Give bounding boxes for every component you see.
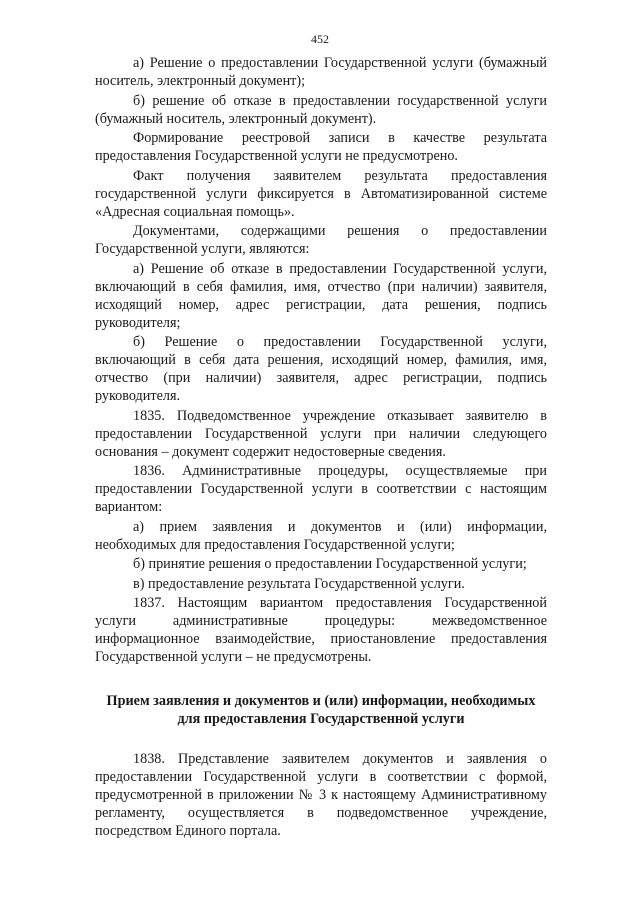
paragraph: Факт получения заявителем результата предоставления государственной услуги фиксируется в Автоматизированной системе «Адресная социальная помощь». [95,167,547,220]
numbered-clause: 1838. Представление заявителем документов и заявления о предоставлении Государственной услуги в соответствии с формой, предусмотренной в приложении № 3 к настоящему Административному регламенту, осуществляется в подведомственное учреждение, посредством Единого портала. [95,751,547,839]
page-number: 452 [311,32,329,46]
paragraph: а) Решение о предоставлении Государственной услуги (бумажный носитель, электронный документ); [95,55,547,89]
paragraph: б) принятие решения о предоставлении Государственной услуги; [133,556,527,572]
numbered-clause: 1836. Административные процедуры, осуществляемые при предоставлении Государственной услуги в соответствии с настоящим вариантом: [95,463,547,515]
section-heading: Прием заявления и документов и (или) информации, необходимых для предоставления Государственной услуги [106,693,536,727]
paragraph: а) прием заявления и документов и (или) информации, необходимых для предоставления Государственной услуги; [95,518,547,553]
paragraph: Документами, содержащими решения о предоставлении Государственной услуги, являются: [95,223,547,257]
document-body [95,54,547,842]
paragraph: в) предоставление результата Государственной услуги. [133,575,465,592]
numbered-clause: 1835. Подведомственное учреждение отказывает заявителю в предоставлении Государственной услуги при наличии следующего основания – документ содержит недостоверные сведения. [95,407,547,460]
paragraph: а) Решение об отказе в предоставлении Государственной услуги, включающий в себя фамилия, имя, отчество (при наличии) заявителя, исходящий номер, адрес регистрации, дата решения, подпись руководителя; [95,260,547,331]
numbered-clause: 1837. Настоящим вариантом предоставления Государственной услуги административные процедуры: межведомственное информационное взаимодействие, приостановление предоставления Государственной услуги – не предусмотрены. [95,595,547,665]
paragraph: Формирование реестровой записи в качестве результата предоставления Государственной услуги не предусмотрено. [95,130,547,164]
paragraph: б) решение об отказе в предоставлении государственной услуги (бумажный носитель, электронный документ). [95,92,547,127]
paragraph: б) Решение о предоставлении Государственной услуги, включающий в себя дата решения, исходящий номер, фамилия, имя, отчество (при наличии) заявителя, адрес регистрации, подпись руководителя. [95,334,547,404]
